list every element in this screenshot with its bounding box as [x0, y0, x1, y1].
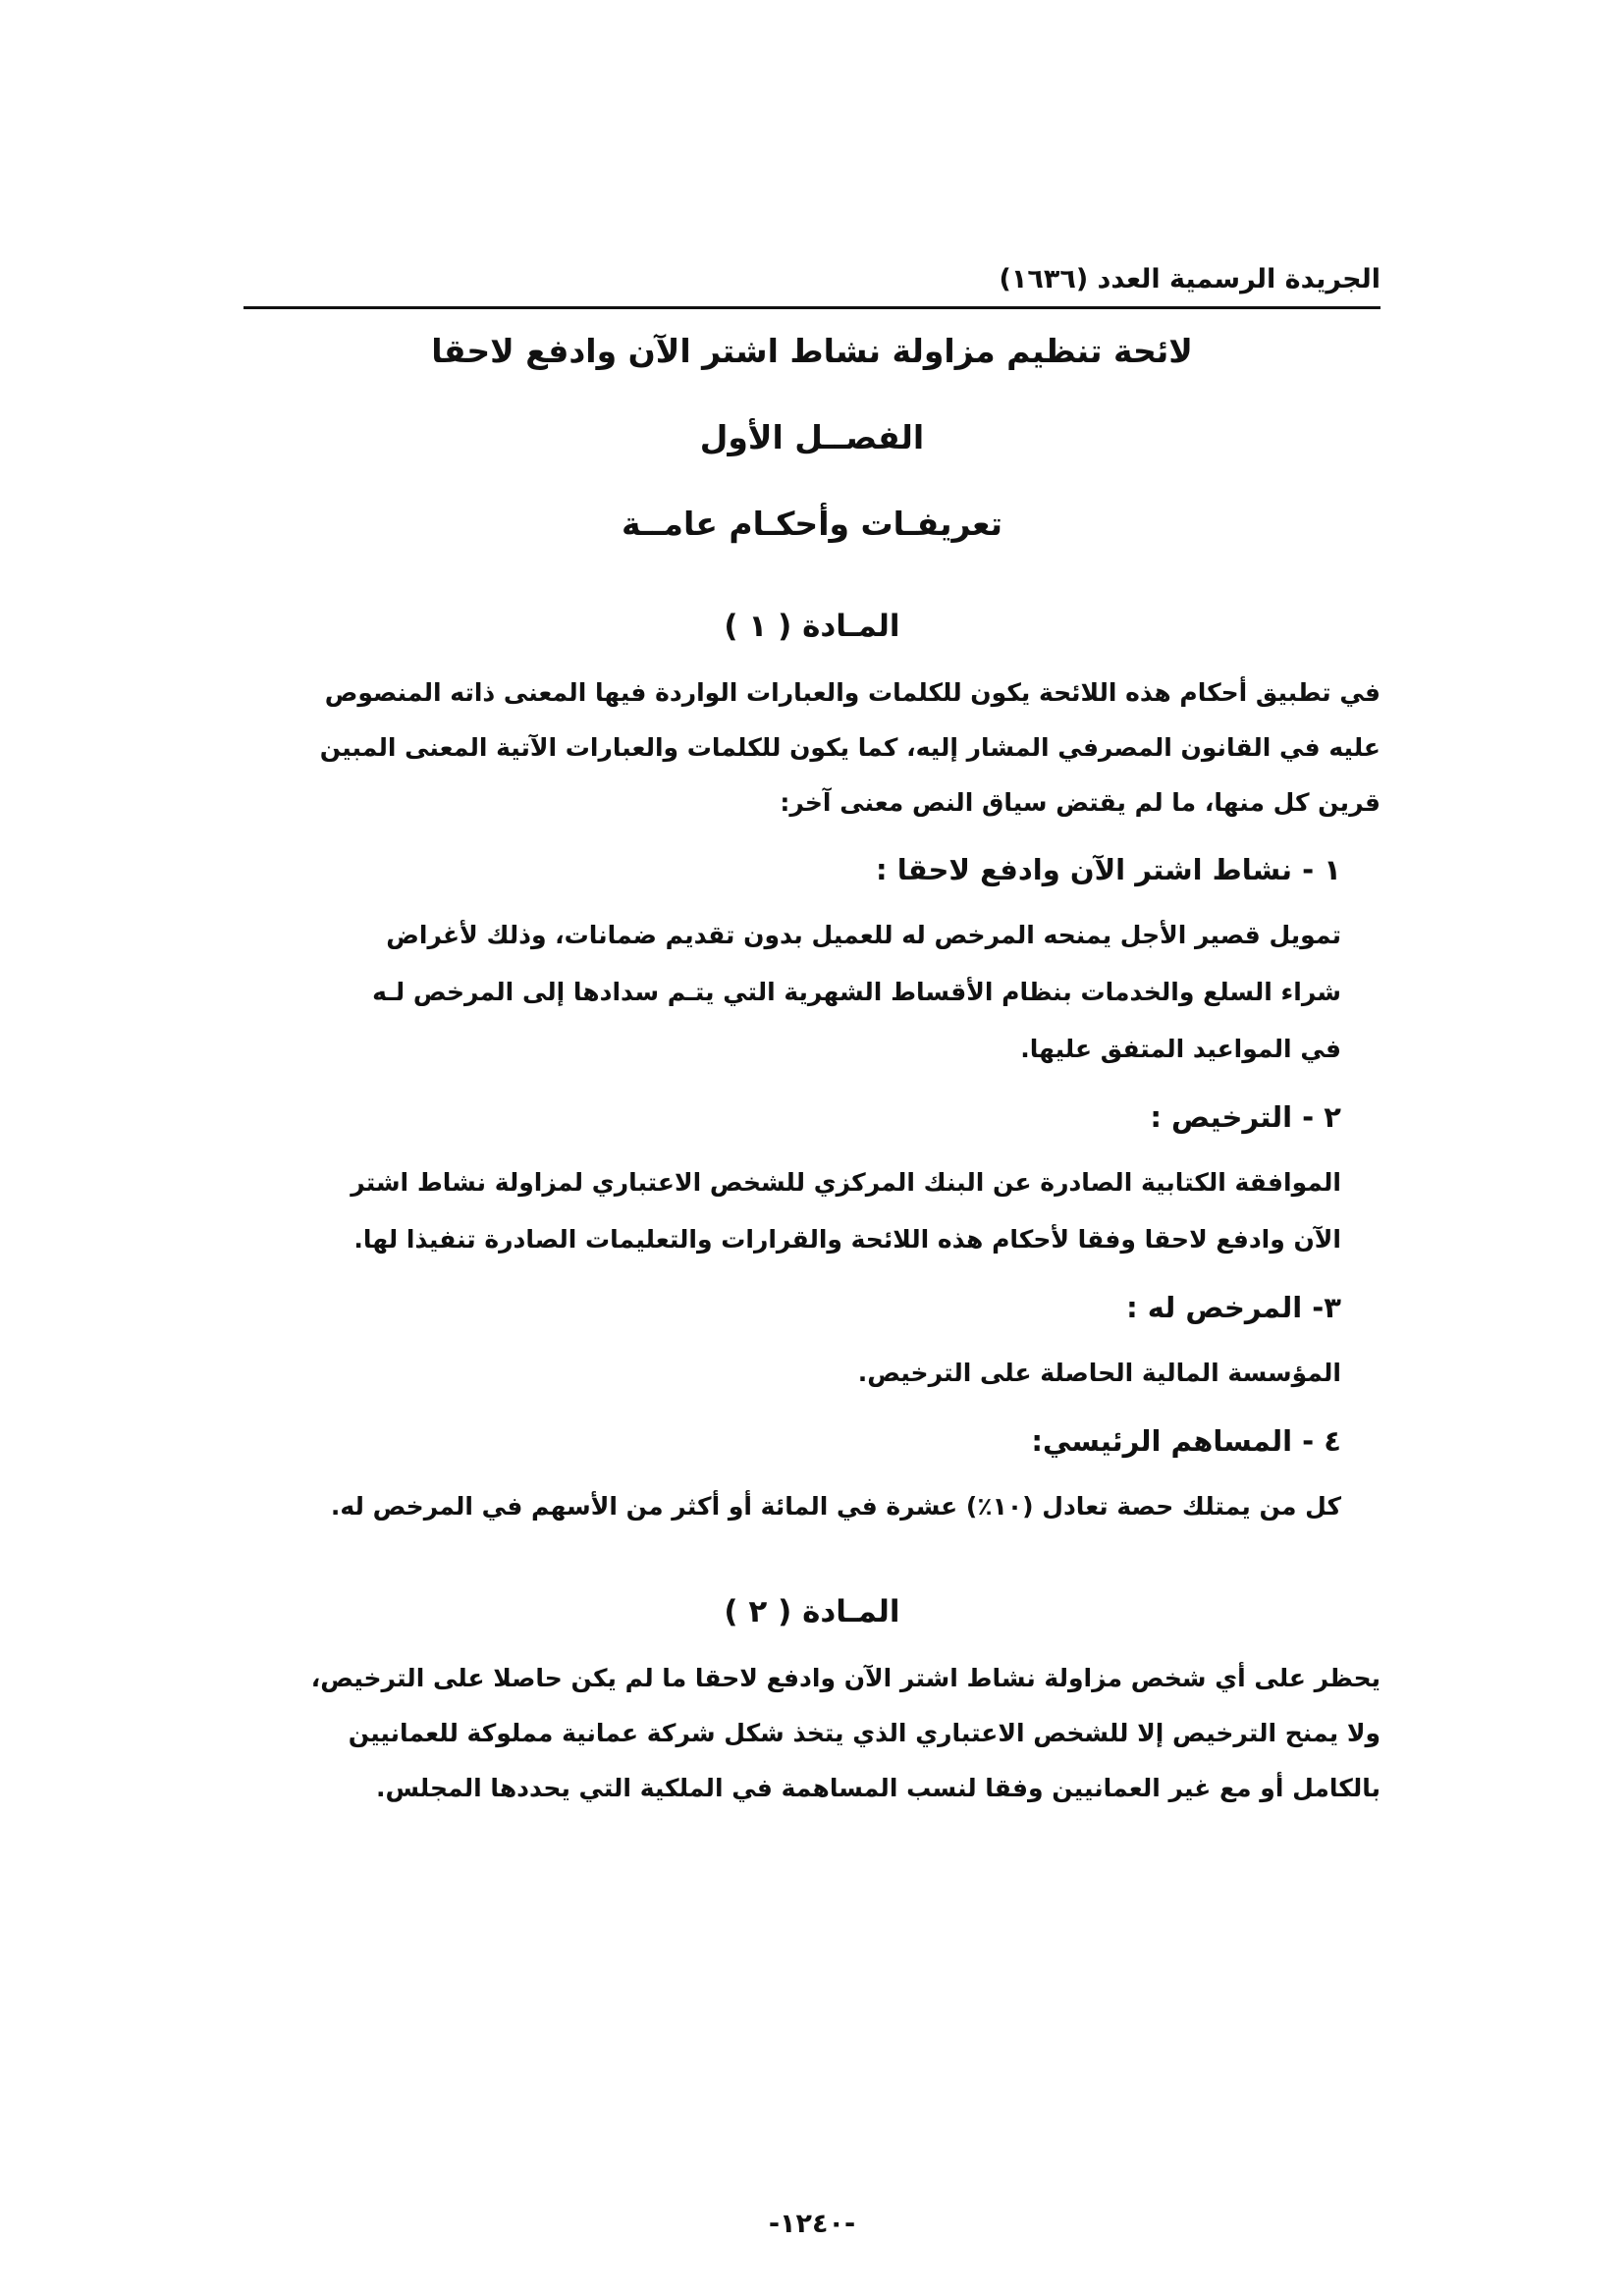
chapter-subject: تعريفـات وأحكـام عامــة — [621, 505, 1003, 543]
paragraph-line: المؤسسة المالية الحاصلة على الترخيص. — [857, 1359, 1341, 1387]
article-2-text — [244, 1651, 1380, 1816]
paragraph-line: يحظر على أي شخص مزاولة نشاط اشتر الآن وادفع لاحقا ما لم يكن حاصلا على الترخيص، — [310, 1664, 1380, 1692]
article-2-title: المـادة ( ٢ ) — [724, 1594, 900, 1629]
page-body — [244, 324, 1380, 1816]
paragraph-line: في تطبيق أحكام هذه اللائحة يكون للكلمات والعبارات الواردة فيها المعنى ذاته المنصوص — [324, 678, 1380, 707]
article-1-intro — [244, 666, 1380, 830]
definition-body-1 — [244, 907, 1380, 1078]
paragraph-line: في المواعيد المتفق عليها. — [1020, 1035, 1341, 1063]
paragraph-line: بالكامل أو مع غير العمانيين وفقا لنسب المساهمة في الملكية التي يحددها المجلس. — [375, 1774, 1380, 1802]
article-1-title: المـادة ( ١ ) — [724, 609, 900, 644]
definition-body-4 — [244, 1478, 1380, 1535]
paragraph-line: ولا يمنح الترخيص إلا للشخص الاعتباري الذي يتخذ شكل شركة عمانية مملوكة للعمانيين — [348, 1719, 1380, 1747]
definition-term-3: ٣- المرخص له : — [1126, 1291, 1341, 1324]
definition-term-2: ٢ - الترخيص : — [1150, 1100, 1341, 1134]
page-number: -١٢٤٠- — [768, 2209, 856, 2239]
paragraph-line: شراء السلع والخدمات بنظام الأقساط الشهرية التي يتـم سدادها إلى المرخص لـه — [372, 978, 1341, 1006]
paragraph-line: قرين كل منها، ما لم يقتض سياق النص معنى آخر: — [780, 788, 1380, 817]
paragraph-line: الموافقة الكتابية الصادرة عن البنك المركزي للشخص الاعتباري لمزاولة نشاط اشتر — [351, 1168, 1341, 1197]
running-header: الجريدة الرسمية العدد (١٦٣٦) — [999, 264, 1380, 294]
definition-term-1: ١ - نشاط اشتر الآن وادفع لاحقا : — [876, 853, 1341, 886]
definition-body-2 — [244, 1154, 1380, 1268]
header-rule — [244, 306, 1380, 309]
paragraph-line: تمويل قصير الأجل يمنحه المرخص له للعميل بدون تقديم ضمانات، وذلك لأغراض — [386, 921, 1341, 949]
definition-term-4: ٤ - المساهم الرئيسي: — [1031, 1424, 1341, 1458]
paragraph-line: عليه في القانون المصرفي المشار إليه، كما يكون للكلمات والعبارات الآتية المعنى المبين — [319, 733, 1380, 762]
definition-body-3 — [244, 1345, 1380, 1402]
regulation-title: لائحة تنظيم مزاولة نشاط اشتر الآن وادفع لاحقا — [431, 332, 1193, 370]
paragraph-line: كل من يمتلك حصة تعادل (١٠٪) عشرة في المائة أو أكثر من الأسهم في المرخص له. — [330, 1492, 1341, 1521]
chapter-title: الفصــل الأول — [699, 418, 925, 456]
paragraph-line: الآن وادفع لاحقا وفقا لأحكام هذه اللائحة والقرارات والتعليمات الصادرة تنفيذا لها. — [353, 1225, 1341, 1254]
